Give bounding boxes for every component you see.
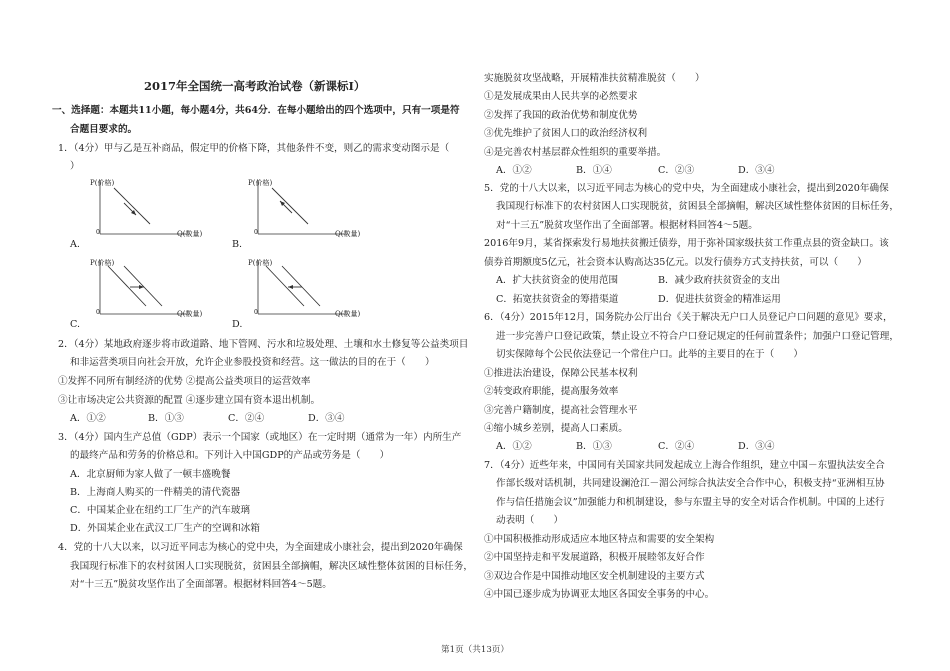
q6-stem: 6．（4分）2015年12月，国务院办公厅出台《关于解决无户口人员登记户口问题的意见》要求， [484, 312, 893, 323]
graph-d-label: D. [232, 319, 243, 330]
q3-stem-cont: 的最终产品和劳务的价格总和。下列计入中国GDP的产品或劳务是（ ） [70, 450, 390, 461]
q6-statement-4: ④缩小城乡差别，提高人口素质。 [484, 423, 628, 434]
q2-option-b: B．①③ [148, 413, 184, 424]
graph-a-label: A. [70, 239, 80, 250]
graph-a-p-label: P(价格) [90, 179, 115, 187]
q5-option-a: A．扩大扶贫资金的使用范围 [496, 275, 619, 286]
q7-statement-1: ①中国积极推动形成适应本地区特点和需要的安全架构 [484, 534, 715, 545]
graph-c-origin: 0 [96, 309, 100, 316]
q7-statement-4: ④中国已逐步成为协调亚太地区各国安全事务的中心。 [484, 589, 715, 600]
q2-stem: 2．（4分）某地政府逐步将市政道路、地下管网、污水和垃圾处理、土壤和水土修复等公益类项目 [58, 339, 469, 350]
q2-statement-2: ③让市场决定公共资源的配置 ④逐步建立国有资本退出机制。 [58, 395, 321, 406]
q5-stem-cont-2: 对“十三五”脱贫攻坚作出了全面部署。根据材料回答4～5题。 [496, 220, 758, 231]
q3-option-a: A．北京厨师为家人做了一顿丰盛晚餐 [70, 469, 231, 480]
q6-statement-1: ①推进法治建设，保障公民基本权利 [484, 368, 638, 379]
graph-d-origin: 0 [254, 309, 258, 316]
page-footer: 第1页（共13页） [441, 645, 509, 655]
q4-option-c: C．②③ [658, 165, 695, 176]
q6-statement-3: ③完善户籍制度，提高社会管理水平 [484, 405, 638, 416]
page-title: 2017年全国统一高考政治试卷（新课标Ⅰ） [144, 79, 366, 93]
graph-b-origin: 0 [254, 229, 258, 236]
q3-option-c: C．中国某企业在纽约工厂生产的汽车玻璃 [70, 505, 251, 516]
section-heading-cont: 合题目要求的。 [70, 124, 138, 135]
q4-statement-4: ④是完善农村基层群众性组织的重要举措。 [484, 147, 667, 158]
q5-stem-cont-1: 我国现行标准下的农村贫困人口实现脱贫，贫困县全部摘帽，解决区域性整体贫困的目标任务， [496, 201, 899, 212]
q4-stem-cont-2: 对“十三五”脱贫攻坚作出了全面部署。根据材料回答4～5题。 [70, 579, 332, 590]
graph-a-origin: 0 [96, 229, 100, 236]
graph-d-p-label: P(价格) [248, 259, 273, 267]
q7-stem-cont-2: 作与信任措施会议”加强能力和机制建设，参与东盟主导的安全对话合作机制。中国的上述行 [496, 497, 885, 508]
q7-stem: 7．（4分）近些年来，中国同有关国家共同发起成立上海合作组织，建立中国－东盟执法安全合 [484, 460, 885, 471]
section-heading: 一、选择题：本题共11小题，每小题4分，共64分．在每小题给出的四个选项中，只有一项是符 [52, 105, 460, 116]
q4-statement-1: ①是发展成果由人民共享的必然要求 [484, 91, 638, 102]
q6-stem-cont-1: 进一步完善户口登记政策，禁止设立不符合户口登记规定的任何前置条件；加强户口登记管理， [496, 331, 899, 342]
q5-material-2: 债券首期额度5亿元，社会资本认购高达35亿元。以发行债券方式支持扶贫，可以（ ） [484, 257, 867, 268]
q5-option-d: D．促进扶贫资金的精准运用 [658, 294, 781, 305]
q3-stem: 3．（4分）国内生产总值（GDP）表示一个国家（或地区）在一定时期（通常为一年）内所生产 [58, 432, 462, 443]
q4-option-a: A．①② [496, 165, 532, 176]
q5-option-b: B．减少政府扶贫资金的支出 [658, 275, 781, 286]
graph-c-label: C. [70, 319, 81, 330]
graph-c-p-label: P(价格) [90, 259, 115, 267]
q7-statement-2: ②中国坚持走和平发展道路，积极开展睦邻友好合作 [484, 552, 705, 563]
q4-statement-2: ②发挥了我国的政治优势和制度优势 [484, 110, 638, 121]
q4-stem: 4．党的十八大以来，以习近平同志为核心的党中央，为全面建成小康社会，提出到2020年确保 [58, 542, 463, 553]
q4-statement-3: ③优先维护了贫困人口的政治经济权利 [484, 128, 648, 139]
q6-stem-cont-2: 切实保障每个公民依法登记一个常住户口。此举的主要目的在于（ ） [496, 349, 803, 360]
q7-statement-3: ③双边合作是中国推动地区安全机制建设的主要方式 [484, 571, 705, 582]
q3-option-d: D．外国某企业在武汉工厂生产的空调和冰箱 [70, 523, 260, 534]
q2-statement-1: ①发挥不同所有制经济的优势 ②提高公益类项目的运营效率 [58, 376, 311, 387]
q5-option-c: C．拓宽扶贫资金的筹措渠道 [496, 294, 619, 305]
q6-option-c: C．②④ [658, 441, 695, 452]
q5-stem: 5．党的十八大以来，以习近平同志为核心的党中央，为全面建成小康社会，提出到2020年确保 [484, 183, 889, 194]
q4-option-d: D．③④ [738, 165, 775, 176]
graph-b-p-label: P(价格) [248, 179, 273, 187]
q6-statement-2: ②转变政府职能，提高服务效率 [484, 386, 619, 397]
q1-stem-cont: ） [70, 161, 80, 172]
q2-option-d: D．③④ [308, 413, 345, 424]
q3-option-b: B．上海商人购买的一件精美的清代瓷器 [70, 487, 241, 498]
q7-stem-cont-1: 作部长级对话机制，共同建设澜沧江－湄公河综合执法安全合作中心，积极支持“亚洲相互协 [496, 478, 885, 489]
q2-option-c: C．②④ [228, 413, 265, 424]
q6-option-b: B．①③ [576, 441, 612, 452]
graph-b-label: B. [232, 239, 243, 250]
graph-c-q-label: Q(数量) [177, 310, 203, 318]
q6-option-d: D．③④ [738, 441, 775, 452]
graph-d-q-label: Q(数量) [335, 310, 361, 318]
graph-a-q-label: Q(数量) [177, 230, 203, 238]
q6-option-a: A．①② [496, 441, 532, 452]
q7-stem-cont-3: 动表明（ ） [496, 515, 564, 526]
q1-stem: 1．（4分）甲与乙是互补商品，假定甲的价格下降，其他条件不变，则乙的需求变动图示是（ [58, 143, 450, 154]
q2-stem-cont: 和非运营类项目向社会开放，允许企业参股投资和经营。这一做法的目的在于（ ） [70, 357, 435, 368]
q5-material-1: 2016年9月，某省探索发行易地扶贫搬迁债券，用于弥补国家级扶贫工作重点县的资金缺口。该 [484, 238, 889, 249]
graph-b-q-label: Q(数量) [335, 230, 361, 238]
q4-question: 实施脱贫攻坚战略，开展精准扶贫精准脱贫（ ） [484, 73, 705, 84]
q4-stem-cont-1: 我国现行标准下的农村贫困人口实现脱贫，贫困县全部摘帽，解决区域性整体贫困的目标任务， [70, 561, 473, 572]
q2-option-a: A．①② [70, 413, 106, 424]
q4-option-b: B．①④ [576, 165, 612, 176]
